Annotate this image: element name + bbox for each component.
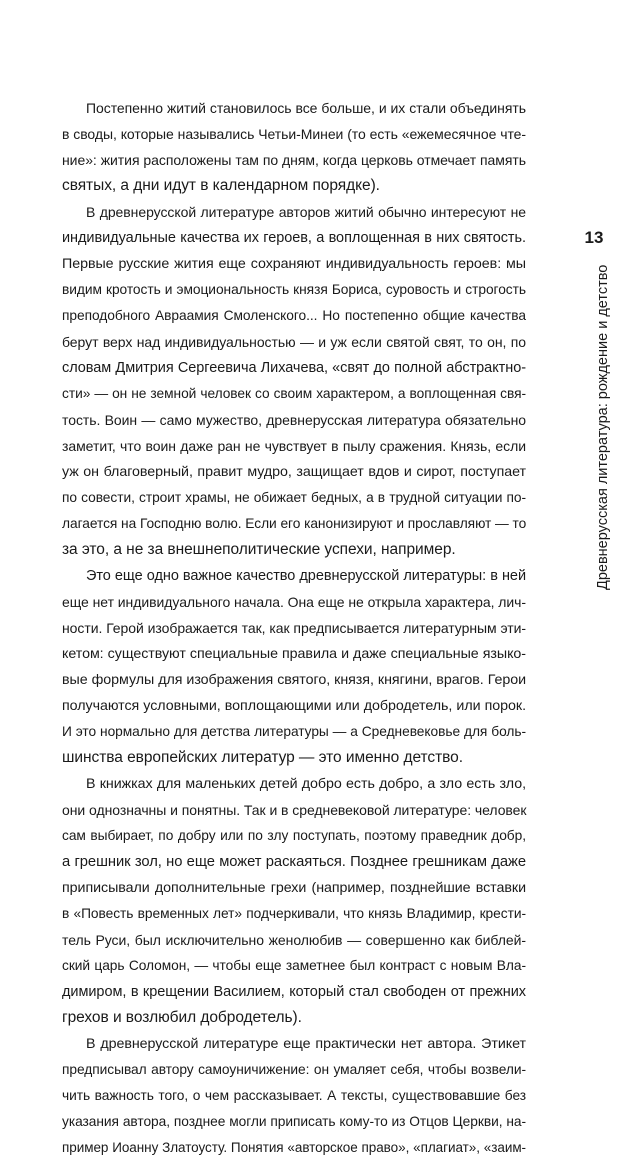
text-line: Постепенно житий становилось все больше, и их стали объединять: [86, 100, 526, 116]
text-line: В древнерусской литературе еще практически нет автора. Этикет: [86, 1036, 526, 1052]
text-line: еще нет индивидуального начала. Она еще не открыла характера, лич-: [62, 594, 527, 610]
text-line: кетом: существуют специальные правила и даже специальные языко-: [62, 646, 526, 662]
text-line: преподобного Авраамия Смоленского... Но постепенно общие качества: [62, 308, 526, 323]
text-line: И это нормально для детства литературы — а Средневековье для боль-: [62, 724, 526, 739]
text-line: они однозначны и понятны. Так и в средневековой литературе: человек: [62, 802, 527, 818]
text-line: в «Повесть временных лет» подчеркивали, что князь Владимир, крести-: [62, 906, 526, 921]
text-line: ности. Герой изображается так, как предписывается литературным эти-: [62, 620, 526, 636]
text-line: пример Иоанну Златоусту. Понятия «авторское право», «плагиат», «заим-: [62, 1140, 526, 1155]
text-line: уж он благоверный, правит мудро, защищает вдов и сирот, поступает: [62, 464, 526, 480]
text-line: сти» — он не земной человек со своим характером, а воплощенная свя-: [62, 386, 526, 401]
running-head-text: Древнерусская литература: рождение и детство: [595, 264, 611, 590]
text-line: чить важность того, о чем рассказывает. А тексты, существовавшие без: [62, 1088, 526, 1103]
text-line: святых, а дни идут в календарном порядке).: [62, 177, 380, 194]
text-line: видим кротость и эмоциональность князя Бориса, суровость и строгость: [62, 282, 526, 297]
text-line: грехов и возлюбил добродетель).: [62, 1009, 302, 1026]
text-line: тель Руси, был исключительно женолюбив — совершенно как библей-: [62, 932, 526, 948]
text-line: указания автора, позднее могли приписать кому-то из Отцов Церкви, на-: [62, 1114, 526, 1129]
text-line: вые формулы для изображения святого, князя, княгини, врагов. Герои: [62, 672, 526, 688]
text-line: в своды, которые назывались Четьи-Минеи (то есть «ежемесячное чте-: [62, 126, 526, 142]
text-line: получаются условными, воплощающими или добродетель, или порок.: [62, 698, 526, 714]
text-line: ский царь Соломон, — чтобы еще заметнее был контраст с новым Вла-: [62, 958, 526, 973]
page-number: 13: [584, 228, 604, 247]
text-line: тость. Воин — само мужество, древнерусская литература обязательно: [62, 412, 526, 428]
text-line: димиром, в крещении Василием, который стал свободен от прежних: [62, 984, 526, 1000]
text-line: шинства европейских литератур — это именно детство.: [62, 749, 463, 766]
text-line: В древнерусской литературе авторов житий обычно интересуют не: [86, 204, 526, 220]
text-line: берут верх над индивидуальностью — и уж если святой свят, то он, по: [62, 334, 526, 350]
text-line: по совести, строит храмы, не обижает бедных, а в трудной ситуации по-: [62, 490, 526, 505]
text-line: словам Дмитрия Сергеевича Лихачева, «свят до полной абстрактно-: [62, 360, 526, 376]
text-line: индивидуальные качества их героев, а воплощенная в них святость.: [62, 230, 526, 246]
text-line: В книжках для маленьких детей добро есть добро, а зло есть зло,: [86, 776, 526, 792]
text-line: ние»: жития расположены там по дням, когда церковь отмечает память: [62, 152, 526, 168]
text-line: Первые русские жития еще сохраняют индивидуальность героев: мы: [62, 256, 526, 272]
text-line: Это еще одно важное качество древнерусской литературы: в ней: [86, 568, 526, 584]
text-line: а грешник зол, но еще может раскаяться. Позднее грешникам даже: [62, 854, 526, 870]
text-line: приписывали дополнительные грехи (например, позднейшие вставки: [62, 880, 526, 896]
text-line: предписывал автору самоуничижение: он умаляет себя, чтобы возвели-: [62, 1062, 526, 1077]
text-line: заметит, что воин даже ран не чувствует в пылу сражения. Князь, если: [62, 438, 526, 454]
text-line: за это, а не за внешнеполитические успехи, например.: [62, 541, 456, 558]
text-line: лагается на Господню волю. Если его канонизируют и прославляют — то: [62, 516, 527, 531]
text-line: сам выбирает, по добру или по злу поступать, поэтому праведник добр,: [62, 828, 526, 843]
